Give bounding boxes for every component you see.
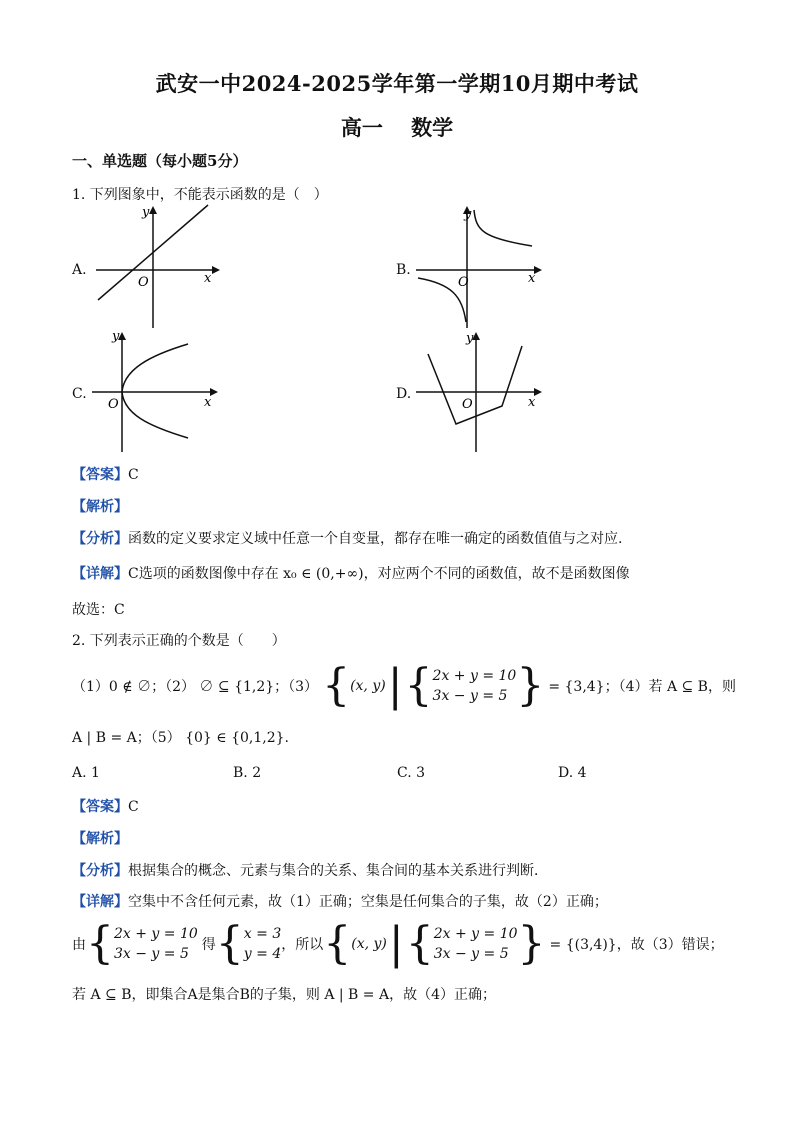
- graph-c: [88, 326, 228, 456]
- q1-option-a-label: A.: [72, 262, 87, 278]
- q2-solve-line: 由 { 2x + y = 10 3x − y = 5 得 { x = 3 y = 4 ，所以 { (x, y) | { 2x + y = 10 3x − y = 5 } = {(3,4)}，故（3）错误；: [72, 918, 724, 969]
- q1-stem: 1. 下列图象中，不能表示函数的是（ ）: [72, 187, 328, 203]
- axis-o-label: O: [458, 275, 469, 290]
- q2-option-a: A. 1: [72, 765, 100, 781]
- q2-fenxi: 【分析】根据集合的概念、元素与集合的关系、集合间的基本关系进行判断．: [72, 863, 548, 879]
- axis-x-label: x: [528, 271, 536, 286]
- q2-last-line: 若 A ⊆ B，即集合A是集合B的子集，则 A | B = A，故（4）正确；: [72, 987, 496, 1003]
- exam-title: 武安一中2024-2025学年第一学期10月期中考试: [155, 71, 639, 96]
- q1-answer: 【答案】C: [72, 467, 139, 483]
- axis-x-label: x: [528, 395, 536, 410]
- axis-x-label: x: [204, 271, 212, 286]
- q2-analysis-tag: 【解析】: [72, 831, 128, 847]
- q1-option-c-label: C.: [72, 386, 87, 402]
- q2-xiangjie: 【详解】空集中不含任何元素，故（1）正确；空集是任何集合的子集，故（2）正确；: [72, 894, 608, 910]
- q2-option-b: B. 2: [233, 765, 262, 781]
- axis-o-label: O: [462, 397, 473, 412]
- axis-y-label: y: [142, 205, 150, 220]
- q2-stem: 2. 下列表示正确的个数是（ ）: [72, 633, 286, 649]
- graph-a: [88, 200, 228, 332]
- axis-y-label: y: [466, 331, 474, 346]
- q2-option-d: D. 4: [558, 765, 587, 781]
- axis-x-label: x: [204, 395, 212, 410]
- exam-subtitle: 高一 数学: [340, 115, 454, 140]
- axis-y-label: y: [112, 329, 120, 344]
- q1-analysis-tag: 【解析】: [72, 499, 128, 515]
- q1-choice: 故选：C: [72, 602, 125, 618]
- graph-b: [412, 200, 552, 332]
- axis-o-label: O: [138, 275, 149, 290]
- section-heading: 一、单选题（每小题5分）: [72, 152, 248, 170]
- q2-line1: （1）0 ∉ ∅；（2） ∅ ⊆ {1,2}；（3） { (x, y) | { 2x + y = 10 3x − y = 5 } = {3,4}；（4）若 A ⊆ B，则: [72, 660, 736, 711]
- axis-o-label: O: [108, 397, 119, 412]
- axis-y-label: y: [464, 207, 472, 222]
- q2-option-c: C. 3: [397, 765, 426, 781]
- q1-option-b-label: B.: [396, 262, 411, 278]
- q2-line2: A | B = A；（5） {0} ∈ {0,1,2}.: [72, 730, 289, 746]
- graph-d: [412, 326, 552, 456]
- q1-xiangjie: 【详解】C选项的函数图像中存在 x₀ ∈ (0,+∞)，对应两个不同的函数值，故不是函数图像: [72, 566, 630, 582]
- q2-answer: 【答案】C: [72, 799, 139, 815]
- q1-option-d-label: D.: [396, 386, 412, 402]
- q1-fenxi: 【分析】函数的定义要求定义域中任意一个自变量，都存在唯一确定的函数值值与之对应.: [72, 531, 623, 547]
